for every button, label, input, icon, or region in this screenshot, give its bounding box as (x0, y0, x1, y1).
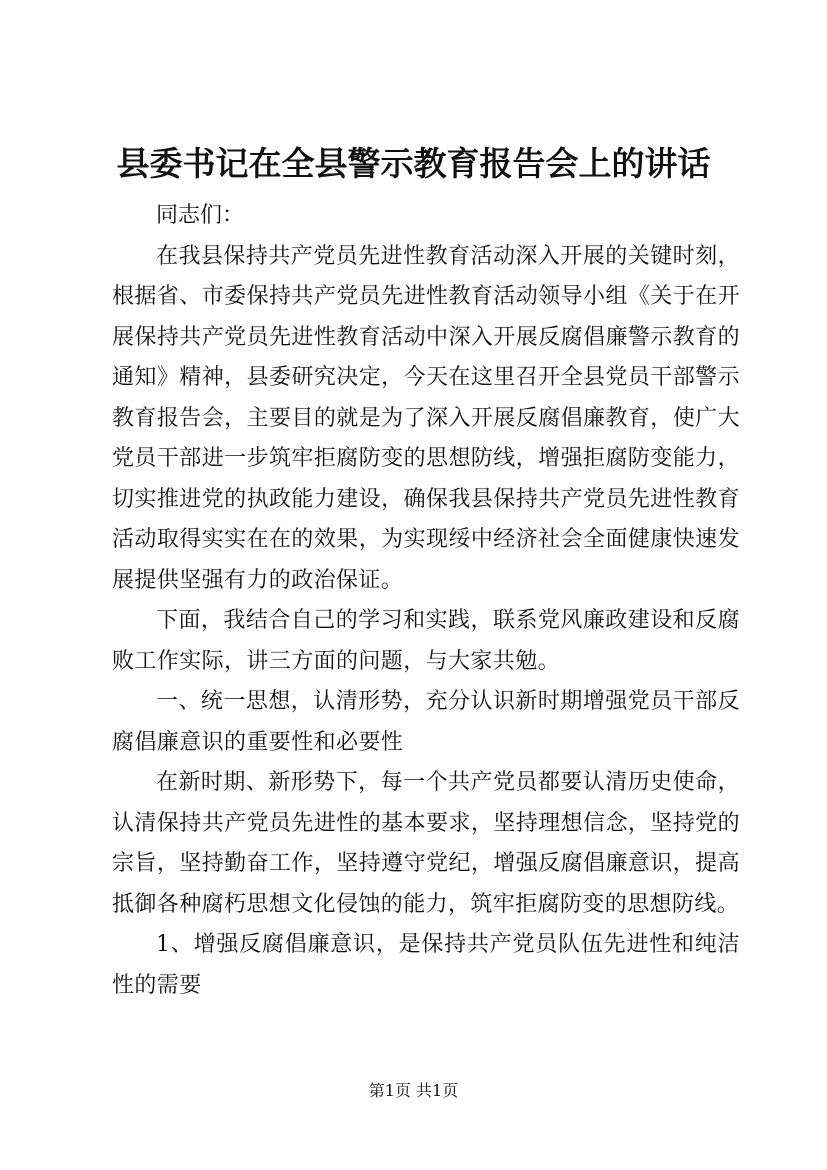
greeting: 同志们： (156, 203, 245, 228)
page-number-footer: 第1页 共1页 (368, 1081, 459, 1100)
section-heading-1: 一、统一思想，认清形势，充分认识新时期增强党员干部反腐倡廉意识的重要性和必要性 (112, 689, 740, 755)
paragraph-intro: 在我县保持共产党员先进性教育活动深入开展的关键时刻，根据省、市委保持共产党员先进性教育活动领导小组《关于在开展保持共产党员先进性教育活动中深入开展反腐倡廉警示教育的通知》精神，县委研究决定，今天在这里召开全县党员干部警示教育报告会，主要目的就是为了深入开展反腐倡廉教育，使广大党员干部进一步筑牢拒腐防变的思想防线，增强拒腐防变能力，切实推进党的执政能力建设，确保我县保持共产党员先进性教育活动取得实实在在的效果，为实现绥中经济社会全面健康快速发展提供坚强有力的政治保证。 (112, 243, 740, 593)
paragraph-section-1: 在新时期、新形势下，每一个共产党员都要认清历史使命，认清保持共产党员先进性的基本要求，坚持理想信念，坚持党的宗旨，坚持勤奋工作，坚持遵守党纪，增强反腐倡廉意识，提高抵御各种腐朽思想文化侵蚀的能力，筑牢拒腐防变的思想防线。 (112, 770, 740, 917)
document-title: 县委书记在全县警示教育报告会上的讲话 (116, 144, 711, 183)
document-body (112, 196, 740, 1006)
subsection-heading-1: 1、增强反腐倡廉意识，是保持共产党员队伍先进性和纯洁性的需要 (112, 932, 740, 998)
paragraph-outline: 下面，我结合自己的学习和实践，联系党风廉政建设和反腐败工作实际，讲三方面的问题，与大家共勉。 (112, 608, 740, 674)
